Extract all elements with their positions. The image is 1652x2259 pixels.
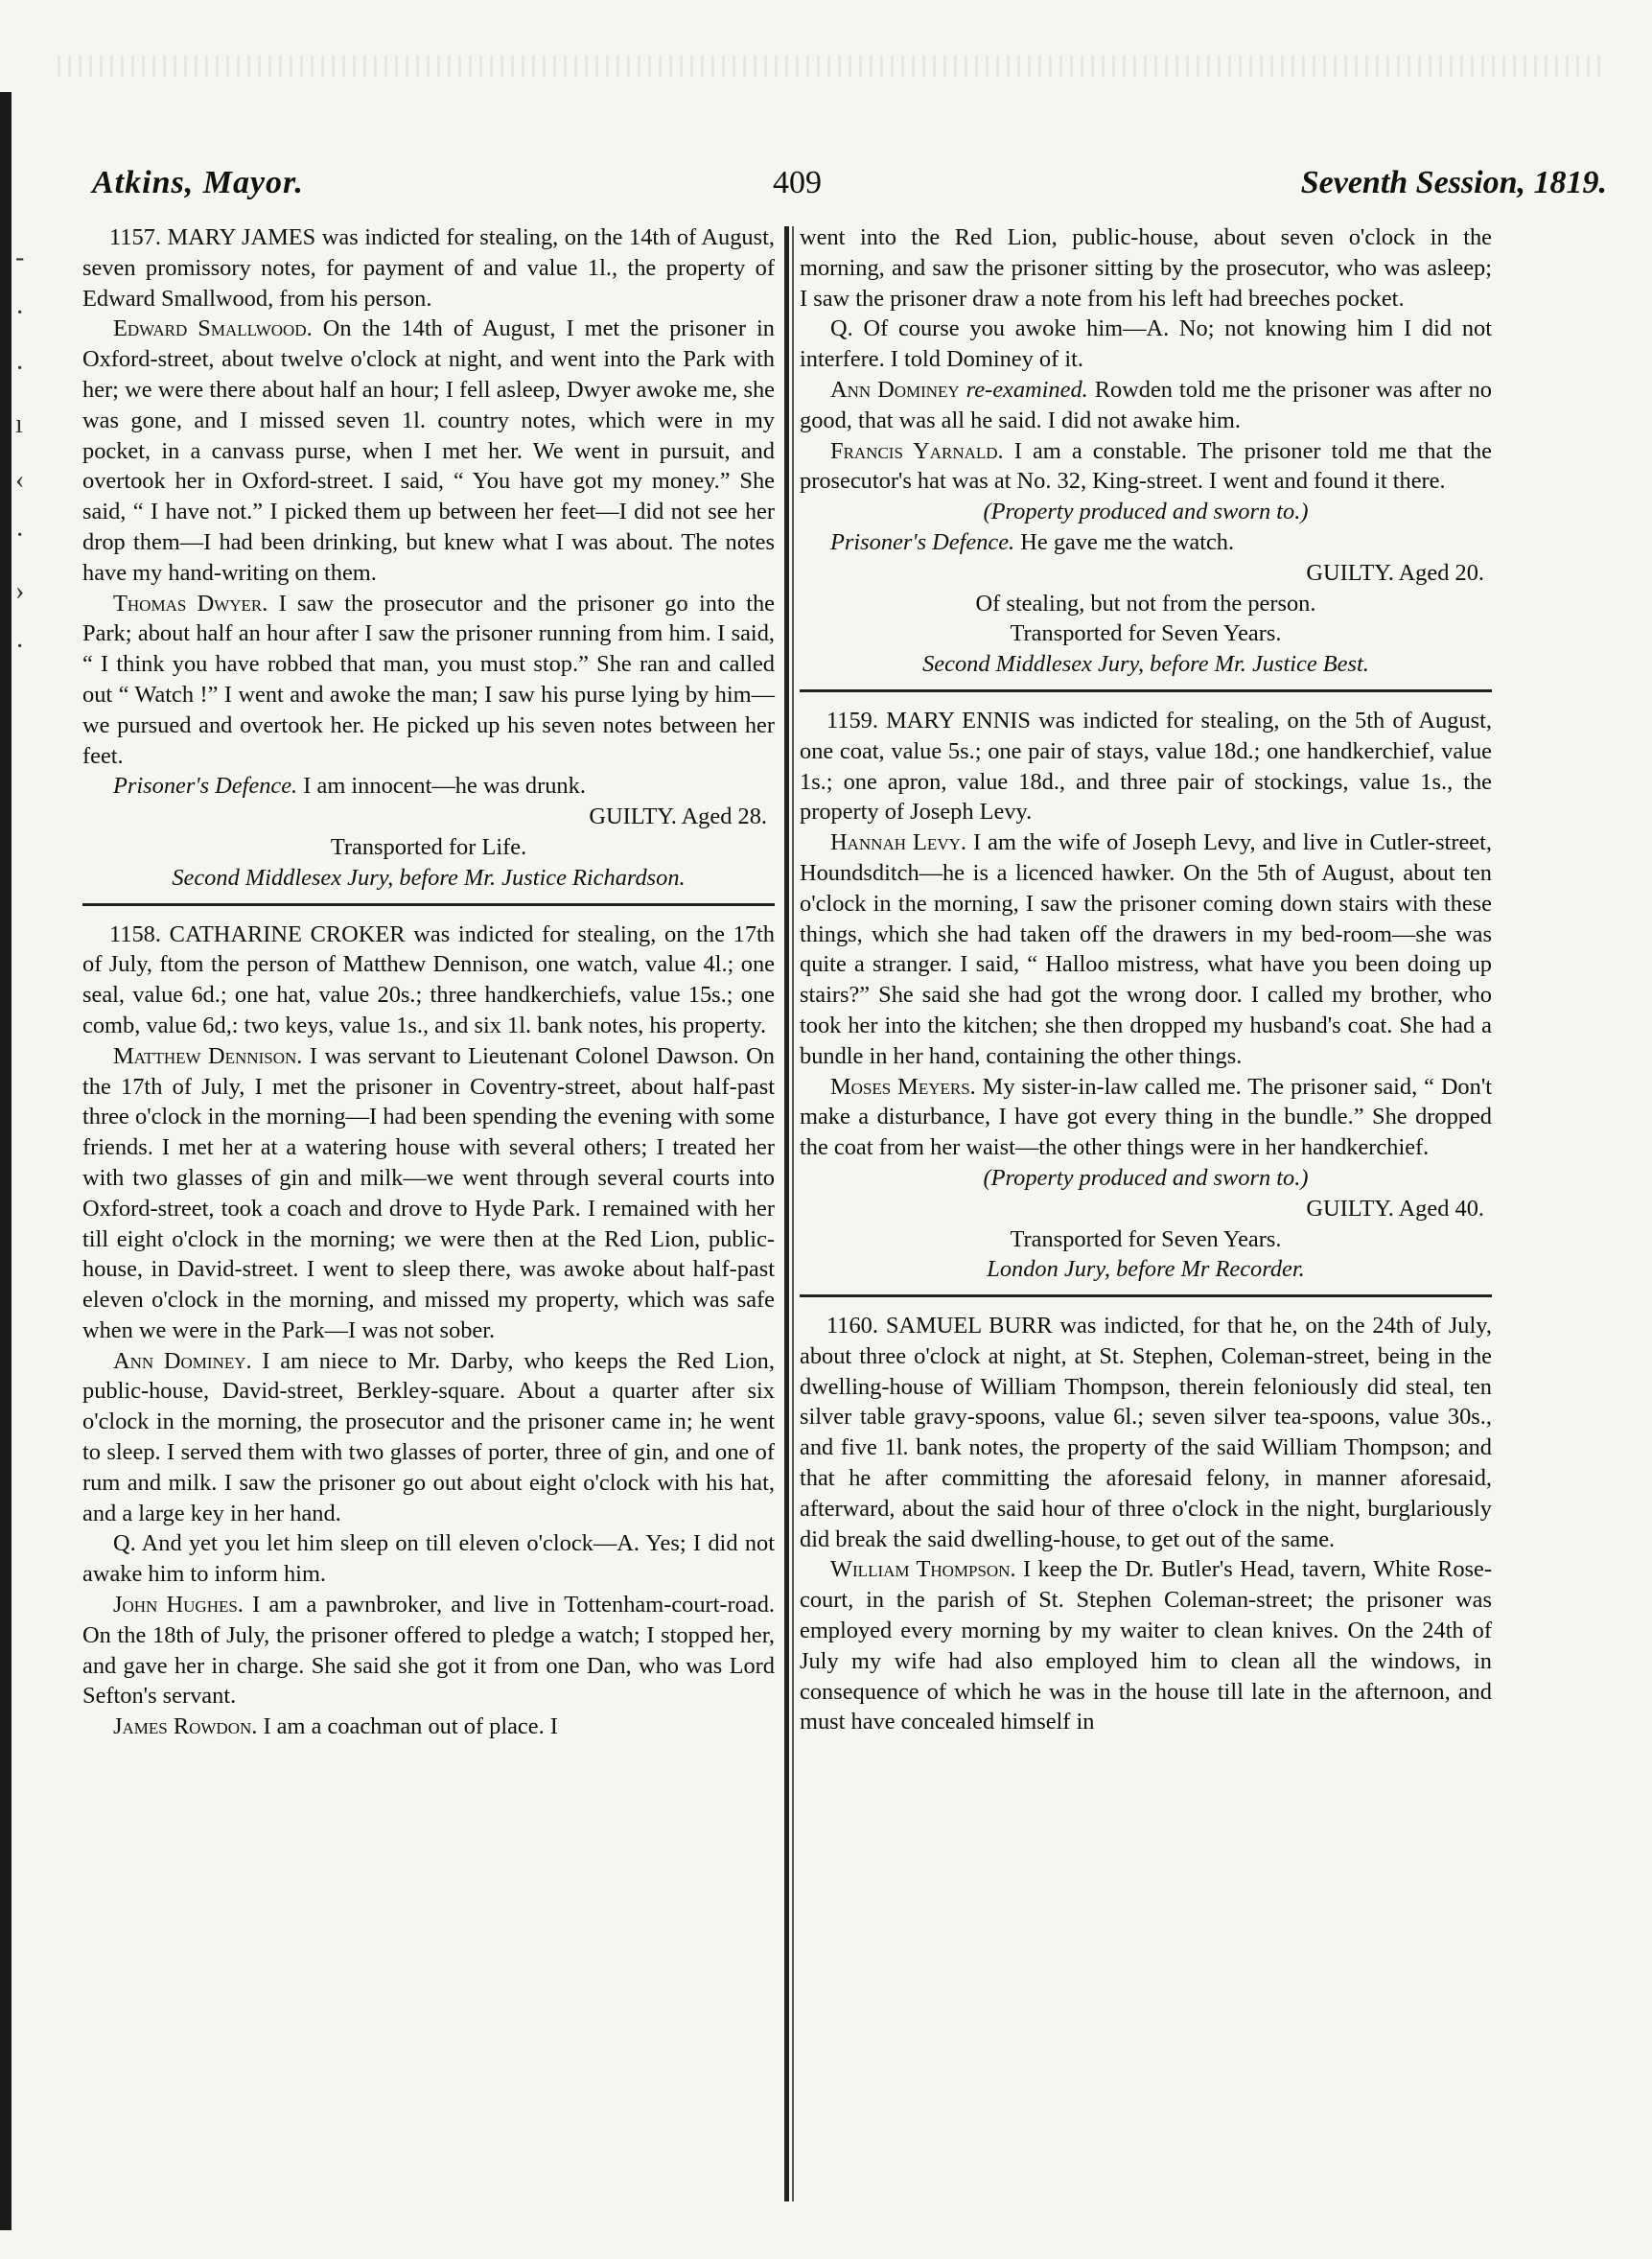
header-left: Atkins, Mayor. (92, 165, 304, 200)
case-separator (800, 1294, 1492, 1297)
defence-label: Prisoner's Defence. (113, 773, 298, 800)
question-answer: Q. And yet you let him sleep on till eleven o'clock—A. Yes; I did not awake him to inform him. (82, 1530, 775, 1588)
testimony-text: On the 14th of August, I met the prisoner in Oxford-street, about twelve o'clock at night, and went into the Park with her; we were there about half an hour; I fell asleep, Dwyer awoke me, she was gone, and I missed seven 1l. country notes, which were in my pocket, in a canvass purse, when I met her. We went in pursuit, and overtook her in Oxford-street. I said, “ You have got my money.” She said, “ I have not.” I picked them up between her feet—I did not see her drop them—I had been drinking, but knew what I was about. The notes have my hand-writing on them. (82, 315, 776, 586)
case-1158-opening: 1158. CATHARINE CROKER was indicted for stealing, on the 17th of July, ftom the person of Matthew Dennison, one watch, value 4l.; one seal, value 6d.; one hat, value 20s.; three handkerchiefs, value 15s.; one comb, value 6d,: two keys, value 1s., and six 1l. bank notes, his property. (82, 920, 775, 1038)
witness-name: Ann Dominey (830, 376, 960, 403)
witness-name: John Hughes. (113, 1592, 244, 1619)
testimony-continued: went into the Red Lion, public-house, about seven o'clock in the morning, and saw the prisoner sitting by the prosecutor, who was asleep; I saw the prisoner draw a note from his left had breeches pocket. (800, 224, 1492, 312)
testimony-text: I am a pawnbroker, and live in Tottenham-court-road. On the 18th of July, the prisoner offered to pledge a watch; I stopped her, and gave her in charge. She said she got it from one Dan, who was Lord Sefton's servant. (82, 1592, 775, 1710)
testimony-text: I was servant to Lieutenant Colonel Dawson. On the 17th of July, I met the prisoner in Coventry-street, about half-past three o'clock in the morning—I had been spending the evening with some friends. I met her at a watering house with several others; I treated her with two glasses of gin and milk—we went through several courts into Oxford-street, took a coach and drove to Hyde Park. I remained with her till eight o'clock in the morning; we were then at the Red Lion, public-house, in David-street. I went to sleep there, was awoke about half-past eleven o'clock in the morning, and missed my property, which was safe when we were in the Park—I was not sober. (82, 1042, 775, 1343)
defence-text: He gave me the watch. (1020, 528, 1235, 555)
testimony (82, 1346, 775, 1529)
binding-spine (0, 92, 12, 2230)
witness-name: Moses Meyers. (830, 1073, 976, 1100)
column-divider (784, 226, 789, 2201)
sentence: Transported for Seven Years. (1010, 620, 1282, 647)
verdict: GUILTY. Aged 28. (589, 803, 767, 830)
jury-line: Second Middlesex Jury, before Mr. Justice Richardson. (172, 864, 686, 891)
testimony-text: I am a constable. The prisoner told me that the prosecutor's hat was at No. 32, King-street. I went and found it there. (800, 437, 1492, 495)
case-1159-opening: 1159. MARY ENNIS was indicted for stealing, on the 5th of August, one coat, value 5s.; one pair of stays, value 18d.; one handkerchief, value 1s.; one apron, value 18d., and three pair of stockings, value 1s., the property of Joseph Levy. (800, 707, 1492, 826)
witness-name: James Rowdon. (113, 1713, 258, 1740)
defence (800, 527, 1492, 558)
testimony (800, 436, 1492, 498)
witness-name: William Thompson. (830, 1556, 1016, 1583)
left-column (82, 222, 775, 2198)
jury-line: Second Middlesex Jury, before Mr. Justice Best. (922, 651, 1369, 678)
case-separator (800, 689, 1492, 692)
testimony (82, 1041, 775, 1346)
page-header (92, 165, 1607, 207)
testimony-text: I am a coachman out of place. I (263, 1713, 558, 1740)
property-produced: (Property produced and sworn to.) (983, 499, 1309, 525)
defence-label: Prisoner's Defence. (830, 528, 1015, 555)
margin-marks: - · · ı ‹ · › · (15, 243, 25, 662)
page-number: 409 (773, 165, 822, 200)
defence-text: I am innocent—he was drunk. (303, 773, 586, 800)
verdict: GUILTY. Aged 40. (1306, 1195, 1484, 1222)
testimony-text: My sister-in-law called me. The prisoner said, “ Don't make a disturbance, I have got every thing in the bundle.” She dropped the coat from her waist—the other things were in her handkerchief. (800, 1073, 1492, 1161)
witness-name: Matthew Dennison. (113, 1042, 303, 1069)
testimony (800, 1554, 1492, 1737)
case-1157-opening: 1157. MARY JAMES was indicted for stealing, on the 14th of August, seven promissory notes, for payment of and value 1l., the property of Edward Smallwood, from his person. (82, 224, 775, 312)
finding: Of stealing, but not from the person. (975, 590, 1316, 617)
witness-name: Ann Dominey. (113, 1347, 252, 1374)
testimony (82, 1712, 775, 1742)
verdict: GUILTY. Aged 20. (1306, 559, 1484, 586)
column-divider-secondary (792, 226, 794, 2201)
sentence: Transported for Seven Years. (1010, 1225, 1282, 1252)
defence (82, 771, 775, 802)
property-produced: (Property produced and sworn to.) (983, 1164, 1309, 1191)
right-column (800, 222, 1492, 2198)
witness-name: Hannah Levy. (830, 829, 966, 856)
testimony (800, 1072, 1492, 1163)
testimony-text: Rowden told me the prisoner was after no good, that was all he said. I did not awake him. (800, 376, 1492, 433)
testimony-text: I keep the Dr. Butler's Head, tavern, White Rose-court, in the parish of St. Stephen Coleman-street; the prisoner was employed every morning by my waiter to clean knives. On the 24th of July my wife had also employed him to clean all the windows, in consequence of which he was in the house till late in the afternoon, and must have concealed himself in (800, 1556, 1492, 1735)
testimony-text: I am niece to Mr. Darby, who keeps the Red Lion, public-house, David-street, Berkley-square. About a quarter after six o'clock in the morning, the prosecutor and the prisoner came in; he went to sleep. I served them with two glasses of porter, three of gin, and one of rum and milk. I saw the prisoner go out about eight o'clock with his hat, and a large key in her hand. (82, 1347, 775, 1526)
testimony (800, 827, 1492, 1071)
case-1160-opening: 1160. SAMUEL BURR was indicted, for that he, on the 24th of July, about three o'clock at night, at St. Stephen, Coleman-street, being in the dwelling-house of William Thompson, therein feloniously did steal, ten silver table gravy-spoons, value 6l.; seven silver tea-spoons, value 30s., and five 1l. bank notes, the property of the said William Thompson; and that he after committing the aforesaid felony, in manner aforesaid, afterward, about the said hour of three o'clock in the night, burglariously did break the said dwelling-house, to get out of the same. (800, 1313, 1492, 1552)
testimony (82, 1590, 775, 1712)
witness-name: Edward Smallwood. (113, 315, 313, 342)
question-answer: Q. Of course you awoke him—A. No; not knowing him I did not interfere. I told Dominey of it. (800, 315, 1492, 373)
testimony-text: I saw the prosecutor and the prisoner go into the Park; about half an hour after I saw the prisoner running from him. I said, “ I think you have robbed that man, you must stop.” She ran and called out “ Watch !” I went and awoke the man; I saw his purse lying by him—we pursued and overtook her. He picked up his seven notes between her feet. (82, 590, 775, 769)
jury-line: London Jury, before Mr Recorder. (987, 1256, 1305, 1283)
sentence: Transported for Life. (330, 833, 527, 860)
testimony (800, 375, 1492, 436)
examination-label: re-examined. (966, 376, 1088, 403)
witness-name: Thomas Dwyer. (113, 590, 268, 617)
testimony (82, 589, 775, 772)
case-separator (82, 903, 775, 906)
witness-name: Francis Yarnald. (830, 437, 1004, 464)
scan-top-noise (58, 56, 1601, 77)
header-right: Seventh Session, 1819. (1300, 165, 1607, 200)
testimony (82, 314, 775, 588)
testimony-text: I am the wife of Joseph Levy, and live in Cutler-street, Houndsditch—he is a licenced hawker. On the 5th of August, about ten o'clock in the morning, I saw the prisoner coming down stairs with these things, which she had taken off the drawers in my bed-room—she was quite a stranger. I said, “ Halloo mistress, what have you been doing up stairs?” She said she had got the wrong door. I called my brother, who took her into the kitchen; she then dropped my husband's coat. She had a bundle in her hand, containing the other things. (800, 829, 1492, 1069)
